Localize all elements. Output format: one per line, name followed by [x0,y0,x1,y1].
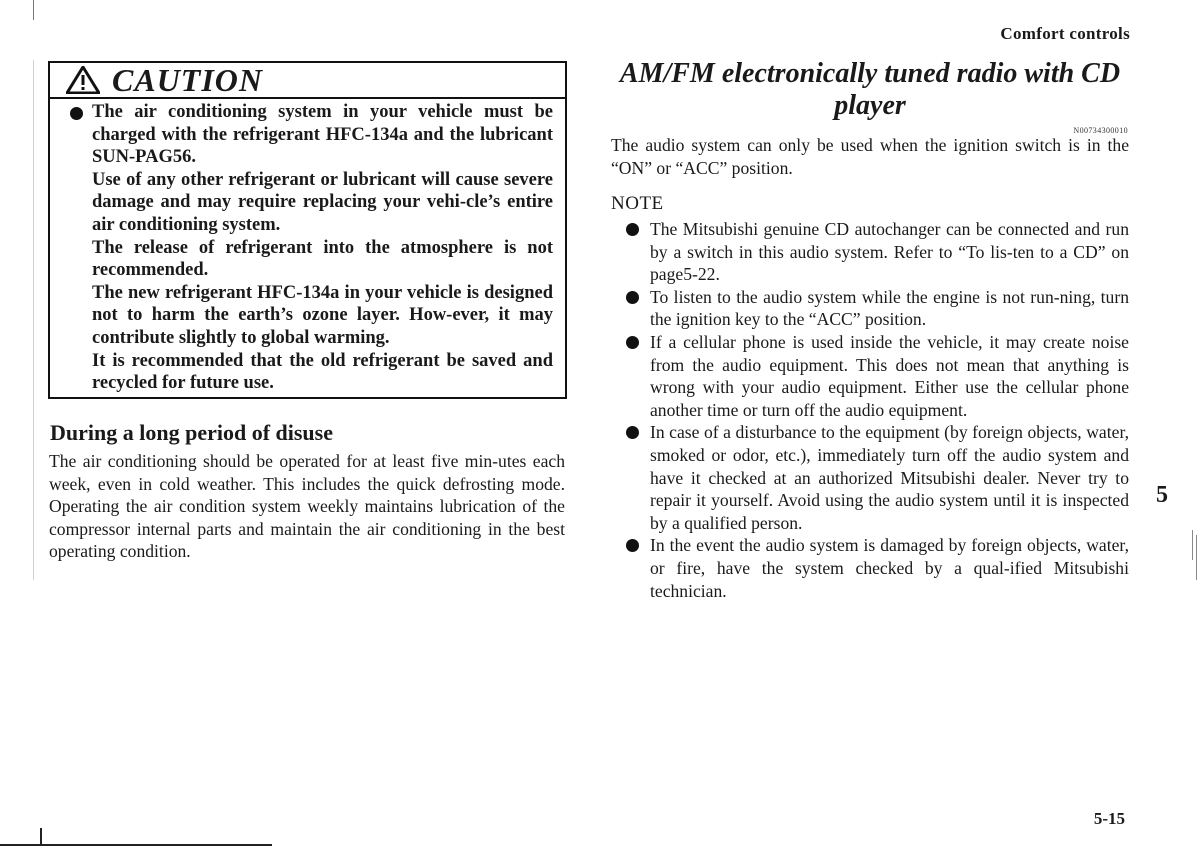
note-item [624,421,1129,534]
caution-header [50,63,565,99]
note-item [624,218,1129,286]
caution-paragraph: The release of refrigerant into the atmosphere is not recommended. [92,237,553,281]
note-text: The Mitsubishi genuine CD autochanger can be connected and run by a switch in this audio system. Refer to “To lis-ten to a CD” on page5-22. [650,219,1129,285]
bullet-icon [626,336,639,349]
note-item [624,534,1129,602]
disuse-heading: During a long period of disuse [50,420,333,445]
note-text: In case of a disturbance to the equipment (by foreign objects, water, smoked or odor, etc.), immediately turn off the audio system and have it checked at an authorized Mitsubishi dealer. Never try to repair it yourself. Avoid using the audio system until it is inspected by a qualified person. [650,422,1129,533]
crop-mark [40,828,42,844]
radio-intro-paragraph: The audio system can only be used when the ignition switch is in the “ON” or “ACC” position. [611,135,1129,178]
note-list [624,218,1129,602]
warning-triangle-icon [66,66,100,94]
document-code: N00734300010 [1073,126,1128,135]
section-header: Comfort controls [1000,24,1130,43]
note-item [624,286,1129,331]
caution-body [50,99,565,395]
bullet-icon [626,426,639,439]
chapter-number: 5 [1156,482,1168,508]
note-item [624,331,1129,421]
caution-paragraph: The air conditioning system in your vehicle must be charged with the refrigerant HFC-134a and the lubricant SUN-PAG56. [92,102,553,168]
scan-edge-mark [1192,530,1193,560]
bullet-icon [626,539,639,552]
disuse-paragraph: The air conditioning should be operated for at least five min-utes each week, even in cold weather. This includes the quick defrosting mode. Operating the air condition system weekly maintains lubrication of the compressor internal parts and maintain the air conditioning in the best operating condition. [49,451,565,562]
caution-box [48,61,567,399]
note-text: If a cellular phone is used inside the vehicle, it may create noise from the audio equipment. This does not mean that anything is wrong with your audio equipment. Either use the cellular phone another time or turn off the audio equipment. [650,331,1129,420]
scan-edge-mark [33,0,34,20]
caution-paragraph: Use of any other refrigerant or lubricant will cause severe damage and may require replacing your vehi-cle’s entire air conditioning system. [92,169,553,235]
scan-edge-mark [33,60,34,580]
page-number: 5-15 [1093,809,1125,828]
radio-section-title: AM/FM electronically tuned radio with CD player [619,58,1121,121]
note-text: In the event the audio system is damaged by foreign objects, water, or fire, have the system checked by a qual-ified Mitsubishi technician. [650,535,1129,601]
crop-mark [0,844,272,846]
note-label: NOTE [611,193,664,214]
note-text: To listen to the audio system while the engine is not run-ning, turn the ignition key to the “ACC” position. [650,286,1129,330]
caution-paragraph: The new refrigerant HFC-134a in your vehicle is designed not to harm the earth’s ozone layer. How-ever, it may contribute slightly to global warming. [92,282,553,348]
bullet-icon [70,107,83,120]
bullet-icon [626,223,639,236]
scan-edge-mark [1196,535,1197,580]
bullet-icon [626,291,639,304]
caution-title: CAUTION [112,61,264,98]
caution-paragraph: It is recommended that the old refrigerant be saved and recycled for future use. [92,350,553,394]
